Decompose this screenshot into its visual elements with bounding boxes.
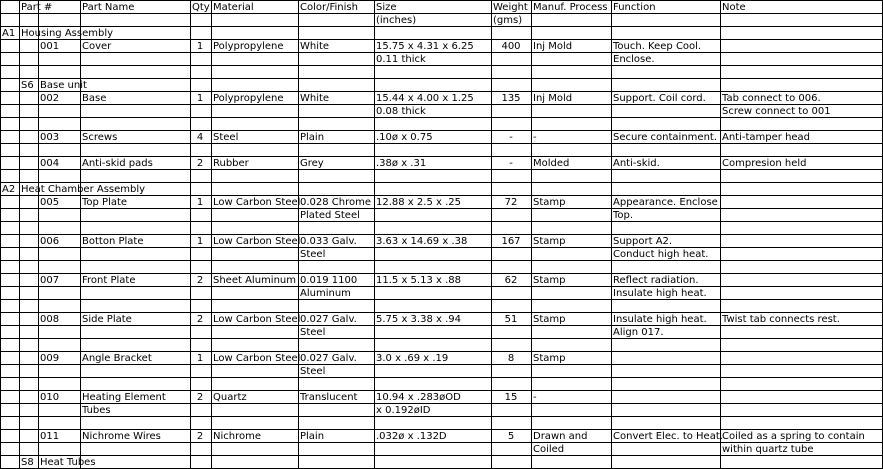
cell-c5: Polypropylene	[213, 93, 284, 104]
cell-c2: 001	[40, 41, 60, 52]
header-c7: Size	[376, 2, 397, 13]
cell-c9: Stamp	[533, 314, 566, 325]
cell-c4: 1	[196, 353, 204, 364]
cell-c6: 0.033 Galv.	[300, 236, 357, 247]
cell-c10: Top.	[613, 210, 634, 221]
cell-c9: Drawn and	[533, 431, 588, 442]
cell-c6: 0.027 Galv.	[300, 314, 357, 325]
cell-c6: Steel	[300, 249, 326, 260]
cell-c4: 2	[196, 431, 204, 442]
cell-c9: Molded	[533, 158, 570, 169]
cell-c3: Tubes	[82, 405, 111, 416]
cell-c7: 3.63 x 14.69 x .38	[376, 236, 468, 247]
cell-c4: 1	[196, 41, 204, 52]
cell-c2: Heat Tubes	[40, 457, 96, 468]
cell-c7: 12.88 x 2.5 x .25	[376, 197, 461, 208]
header-c6: Color/Finish	[300, 2, 358, 13]
cell-c3: Side Plate	[82, 314, 132, 325]
cell-c6: Plain	[300, 431, 325, 442]
cell-c6: Plated Steel	[300, 210, 360, 221]
cell-c10: Reflect radiation.	[613, 275, 699, 286]
cell-c9: -	[533, 392, 537, 403]
cell-c9: Stamp	[533, 236, 566, 247]
cell-c8: -	[509, 158, 513, 169]
cell-c8: 15	[504, 392, 518, 403]
cell-c9: Stamp	[533, 353, 566, 364]
cell-c10: Touch. Keep Cool.	[613, 41, 702, 52]
cell-c5: Low Carbon Steel	[213, 314, 301, 325]
cell-c4: 2	[196, 392, 204, 403]
cell-c6: White	[300, 93, 330, 104]
cell-c10: Align 017.	[613, 327, 664, 338]
cell-c9: Inj Mold	[533, 41, 573, 52]
cell-c8: 51	[504, 314, 518, 325]
cell-c3: Botton Plate	[82, 236, 144, 247]
cell-c3: Front Plate	[82, 275, 136, 286]
cell-c10: Secure containment.	[613, 132, 718, 143]
cell-c2: Base unit	[40, 80, 87, 91]
cell-c11: Twist tab connects rest.	[722, 314, 840, 325]
cell-c10: Anti-skid.	[613, 158, 660, 169]
header-c10: Function	[613, 2, 656, 13]
cell-c3: Top Plate	[82, 197, 128, 208]
cell-c5: Polypropylene	[213, 41, 284, 52]
cell-c10: Insulate high heat.	[613, 288, 707, 299]
cell-c2: 004	[40, 158, 60, 169]
cell-c7: 3.0 x .69 x .19	[376, 353, 449, 364]
cell-c6: Translucent	[300, 392, 358, 403]
cell-c4: 1	[196, 197, 204, 208]
cell-c5: Steel	[213, 132, 239, 143]
cell-c7: 15.75 x 4.31 x 6.25	[376, 41, 474, 52]
cell-c0: A1	[2, 28, 16, 39]
cell-c4: 2	[196, 275, 204, 286]
cell-c4: 1	[196, 93, 204, 104]
cell-c0: A2	[2, 184, 16, 195]
cell-c10: Insulate high heat.	[613, 314, 707, 325]
cell-c7: .10ø x 0.75	[376, 132, 433, 143]
cell-c6: 0.019 1100	[300, 275, 358, 286]
cell-c2: 005	[40, 197, 60, 208]
cell-c5: Rubber	[213, 158, 249, 169]
cell-c3: Anti-skid pads	[82, 158, 153, 169]
cell-c10: Support. Coil cord.	[613, 93, 706, 104]
header-size-units: (inches)	[376, 15, 417, 26]
cell-c8: -	[509, 132, 513, 143]
cell-c2: 003	[40, 132, 60, 143]
cell-c2: 011	[40, 431, 60, 442]
cell-c3: Angle Bracket	[82, 353, 152, 364]
cell-c9: Stamp	[533, 197, 566, 208]
cell-c11: Screw connect to 001	[722, 106, 831, 117]
cell-c7: .032ø x .132D	[376, 431, 447, 442]
cell-c8: 8	[507, 353, 515, 364]
cell-c2: 010	[40, 392, 60, 403]
cell-c2: 007	[40, 275, 60, 286]
cell-c6: 0.028 Chrome	[300, 197, 372, 208]
cell-c5: Sheet Aluminum	[213, 275, 296, 286]
cell-c6: Steel	[300, 366, 326, 377]
cell-c1: S6	[21, 80, 34, 91]
cell-c2: 008	[40, 314, 60, 325]
header-c11: Note	[722, 2, 746, 13]
cell-c11: Tab connect to 006.	[722, 93, 821, 104]
cell-c9: Inj Mold	[533, 93, 573, 104]
header-weight-units: (gms)	[493, 15, 523, 26]
cell-c11: Anti-tamper head	[722, 132, 811, 143]
cell-c6: Plain	[300, 132, 325, 143]
cell-c8: 62	[504, 275, 518, 286]
cell-c3: Heating Element	[82, 392, 166, 403]
cell-c5: Low Carbon Steel	[213, 236, 301, 247]
cell-c8: 72	[504, 197, 518, 208]
cell-c6: Aluminum	[300, 288, 351, 299]
cell-c8: 167	[501, 236, 521, 247]
cell-c5: Nichrome	[213, 431, 261, 442]
cell-c10: Support A2.	[613, 236, 673, 247]
cell-c9: -	[533, 132, 537, 143]
cell-c4: 1	[196, 236, 204, 247]
header-c9: Manuf. Process	[533, 2, 608, 13]
cell-c2: 002	[40, 93, 60, 104]
cell-c7: x 0.192øID	[376, 405, 431, 416]
cell-c3: Nichrome Wires	[82, 431, 161, 442]
cell-c2: 009	[40, 353, 60, 364]
header-c1: Part #	[21, 2, 53, 13]
cell-c5: Low Carbon Steel	[213, 197, 301, 208]
cell-c4: 4	[196, 132, 204, 143]
cell-c3: Cover	[82, 41, 112, 52]
cell-c2: 006	[40, 236, 60, 247]
cell-c7: 15.44 x 4.00 x 1.25	[376, 93, 474, 104]
cell-c7: .38ø x .31	[376, 158, 427, 169]
cell-c7: 5.75 x 3.38 x .94	[376, 314, 461, 325]
cell-c9: Stamp	[533, 275, 566, 286]
cell-c7: 0.11 thick	[376, 54, 426, 65]
cell-c7: 11.5 x 5.13 x .88	[376, 275, 461, 286]
cell-c4: 2	[196, 314, 204, 325]
cell-c1: Housing Assembly	[21, 28, 114, 39]
header-c3: Part Name	[82, 2, 135, 13]
cell-c10: Enclose.	[613, 54, 655, 65]
cell-c3: Base	[82, 93, 107, 104]
cell-c5: Quartz	[213, 392, 247, 403]
cell-c8: 135	[501, 93, 521, 104]
cell-c6: Grey	[300, 158, 324, 169]
cell-c6: Steel	[300, 327, 326, 338]
header-c5: Material	[213, 2, 254, 13]
header-c4: Qty	[192, 2, 210, 13]
cell-c8: 400	[501, 41, 521, 52]
cell-c9: Coiled	[533, 444, 565, 455]
cell-c1: Heat Chamber Assembly	[21, 184, 146, 195]
cell-c4: 2	[196, 158, 204, 169]
cell-c7: 10.94 x .283øOD	[376, 392, 461, 403]
cell-c10: Appearance. Enclose	[613, 197, 718, 208]
cell-c11: Compresion held	[722, 158, 807, 169]
cell-c3: Screws	[82, 132, 118, 143]
cell-c6: White	[300, 41, 330, 52]
cell-c11: within quartz tube	[722, 444, 814, 455]
cell-c1: S8	[21, 457, 34, 468]
cell-c10: Convert Elec. to Heat.	[613, 431, 723, 442]
header-c8: Weight	[493, 2, 528, 13]
cell-c11: Coiled as a spring to contain	[722, 431, 865, 442]
cell-c10: Conduct high heat.	[613, 249, 709, 260]
cell-c8: 5	[507, 431, 515, 442]
cell-c6: 0.027 Galv.	[300, 353, 357, 364]
cell-c5: Low Carbon Steel	[213, 353, 301, 364]
cell-c7: 0.08 thick	[376, 106, 426, 117]
